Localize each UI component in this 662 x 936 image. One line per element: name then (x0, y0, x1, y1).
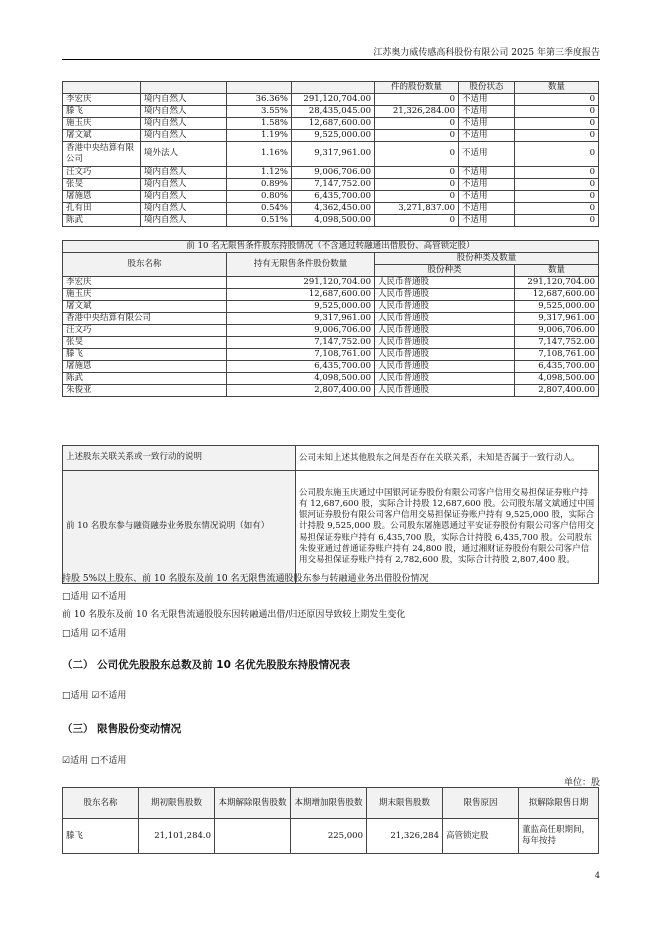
section2-title: （二） 公司优先股股东总数及前 10 名优先股股东持股情况表 (62, 659, 351, 671)
restricted-row (63, 819, 599, 854)
restricted-shares: 0 (375, 191, 459, 203)
unrestricted-holder-name: 朱俊亚 (63, 385, 227, 397)
share-qty: 9,317,961.00 (515, 313, 599, 325)
shareholding-pct: 1.16% (227, 142, 292, 167)
shareholder-row (63, 142, 599, 167)
restricted-reason: 高管锁定股 (443, 819, 519, 854)
section3-title: （三） 限售股份变动情况 (62, 723, 182, 735)
pledge-qty: 0 (515, 167, 599, 179)
restricted-shares-table (62, 787, 599, 854)
pledge-status: 不适用 (459, 106, 515, 118)
shareholder-row (63, 203, 599, 215)
pledge-status: 不适用 (459, 215, 515, 227)
shareholder-row (63, 191, 599, 203)
pledge-status: 不适用 (459, 118, 515, 130)
unrestricted-row (63, 277, 599, 289)
unrestricted-holder-name: 陈武 (63, 373, 227, 385)
restricted-shares: 0 (375, 130, 459, 142)
shareholding-pct: 1.19% (227, 130, 292, 142)
restricted-holder-name: 滕飞 (63, 819, 139, 854)
shares-held: 291,120,704.00 (292, 94, 375, 106)
table-header-row (63, 82, 599, 94)
restricted-shares: 0 (375, 118, 459, 130)
unrestricted-holder-name: 汪文巧 (63, 325, 227, 337)
pledge-status: 不适用 (459, 94, 515, 106)
section-title-row (63, 241, 599, 253)
shares-held: 28,435,045.00 (292, 106, 375, 118)
shareholding-pct: 0.80% (227, 191, 292, 203)
shareholder-name: 陈武 (63, 215, 141, 227)
share-qty: 291,120,704.00 (515, 277, 599, 289)
notes-table (62, 445, 599, 584)
shareholder-name: 汪文巧 (63, 167, 141, 179)
share-kind: 人民币普通股 (375, 277, 515, 289)
unrestricted-holder-name: 香港中央结算有限公司 (63, 313, 227, 325)
shares-held: 9,317,961.00 (292, 142, 375, 167)
restricted-header-cell: 期末限售股数 (367, 788, 443, 819)
shareholder-row (63, 179, 599, 191)
restricted-shares: 3,271,837.00 (375, 203, 459, 215)
pledge-status: 不适用 (459, 203, 515, 215)
shares-held: 6,435,700.00 (292, 191, 375, 203)
restricted-header-row (63, 788, 599, 819)
restricted-header-cell: 股东名称 (63, 788, 139, 819)
restricted-shares: 0 (375, 94, 459, 106)
shareholder-nature: 境内自然人 (141, 191, 227, 203)
shares-held: 9,006,706.00 (292, 167, 375, 179)
pledge-qty: 0 (515, 106, 599, 118)
shareholding-pct: 0.89% (227, 179, 292, 191)
unit-label: 单位：股 (563, 778, 600, 788)
share-kind: 人民币普通股 (375, 289, 515, 301)
related-parties-row (63, 446, 599, 471)
header-cell: 数量 (515, 82, 599, 94)
shareholding-pct: 0.54% (227, 203, 292, 215)
restricted-shares: 0 (375, 215, 459, 227)
unrestricted-row (63, 349, 599, 361)
header-cell: 股份状态 (459, 82, 515, 94)
note-lending-option: □适用 ☑不适用 (62, 592, 127, 602)
margin-trading-row (63, 471, 599, 584)
shareholder-nature: 境内自然人 (141, 167, 227, 179)
pledge-status: 不适用 (459, 179, 515, 191)
share-qty: 12,687,600.00 (515, 289, 599, 301)
restricted-added: 225,000 (291, 819, 367, 854)
shares-held: 12,687,600.00 (292, 118, 375, 130)
top10-title: 前 10 名无限售条件股东持股情况（不含通过转融通出借股份、高管锁定股） (63, 241, 599, 253)
unrestricted-shares: 291,120,704.00 (227, 277, 375, 289)
unrestricted-shares: 4,098,500.00 (227, 373, 375, 385)
unrestricted-shares: 2,807,400.00 (227, 385, 375, 397)
shareholding-pct: 0.51% (227, 215, 292, 227)
shareholder-nature: 境内自然人 (141, 106, 227, 118)
col-name-header: 股东名称 (63, 253, 227, 277)
unrestricted-holder-name: 张旻 (63, 337, 227, 349)
unrestricted-row (63, 301, 599, 313)
shareholder-row (63, 106, 599, 118)
shares-held: 4,098,500.00 (292, 215, 375, 227)
restricted-released (215, 819, 291, 854)
restricted-shares: 0 (375, 167, 459, 179)
unrestricted-row (63, 361, 599, 373)
shareholder-name: 屠施恩 (63, 191, 141, 203)
share-kind: 人民币普通股 (375, 325, 515, 337)
share-qty: 9,525,000.00 (515, 301, 599, 313)
restricted-begin: 21,101,284.0 (139, 819, 215, 854)
section3-option: ☑适用 □不适用 (62, 756, 127, 766)
shareholder-name: 李宏庆 (63, 94, 141, 106)
shares-held: 7,147,752.00 (292, 179, 375, 191)
restricted-header-cell: 期初限售股数 (139, 788, 215, 819)
shareholding-pct: 1.58% (227, 118, 292, 130)
unrestricted-row (63, 325, 599, 337)
restricted-header-cell: 本期解除限售股数 (215, 788, 291, 819)
shareholder-nature: 境外法人 (141, 142, 227, 167)
shareholder-row (63, 94, 599, 106)
related-parties-label: 上述股东关联关系或一致行动的说明 (63, 446, 296, 471)
unrestricted-shares: 7,147,752.00 (227, 337, 375, 349)
unrestricted-row (63, 385, 599, 397)
shareholders-table (62, 81, 599, 227)
shareholder-row (63, 130, 599, 142)
unrestricted-row (63, 289, 599, 301)
share-qty: 7,108,761.00 (515, 349, 599, 361)
pledge-qty: 0 (515, 118, 599, 130)
unrestricted-shares: 9,006,706.00 (227, 325, 375, 337)
shareholder-name: 滕飞 (63, 106, 141, 118)
restricted-shares: 21,326,284.00 (375, 106, 459, 118)
shareholder-name: 屠文斌 (63, 130, 141, 142)
unrestricted-shares: 7,108,761.00 (227, 349, 375, 361)
shareholder-name: 孔有田 (63, 203, 141, 215)
restricted-header-cell: 本期增加限售股数 (291, 788, 367, 819)
pledge-status: 不适用 (459, 191, 515, 203)
shareholder-row (63, 215, 599, 227)
note-change-option: □适用 ☑不适用 (62, 629, 127, 639)
pledge-qty: 0 (515, 94, 599, 106)
pledge-status: 不适用 (459, 130, 515, 142)
unrestricted-row (63, 313, 599, 325)
unrestricted-shareholders-table (62, 240, 599, 397)
pledge-qty: 0 (515, 203, 599, 215)
share-qty: 6,435,700.00 (515, 361, 599, 373)
unrestricted-row (63, 337, 599, 349)
margin-trading-text: 公司股东施玉庆通过中国银河证券股份有限公司客户信用交易担保证券账户持有 12,687,600 股，实际合计持股 12,687,600 股。公司股东屠文斌通过中国银河证券股份有限公司客户信用交易担保证券账户持有 9,525,000 股，实际合计持股 9,525,000 股。公司股东屠施恩通过平安证券股份有限公司客户信用交易担保证券账户持有 6,435,700 股，实际合计持股 6,435,700 股。公司股东朱俊亚通过普通证券账户持有 24,800 股，通过湘财证券股份有限公司客户信用交易担保证券账户持有 2,782,600 股，实际合计持股 2,807,400 股。 (296, 471, 599, 584)
note-lending-text: 持股 5%以上股东、前 10 名股东及前 10 名无限售流通股股东参与转融通业务出借股份情况 (62, 574, 429, 584)
shareholder-nature: 境内自然人 (141, 215, 227, 227)
margin-trading-label: 前 10 名股东参与融资融券业务股东情况说明（如有） (63, 471, 296, 584)
shares-held: 9,525,000.00 (292, 130, 375, 142)
unrestricted-holder-name: 屠文斌 (63, 301, 227, 313)
shareholding-pct: 36.36% (227, 94, 292, 106)
unrestricted-shares: 9,525,000.00 (227, 301, 375, 313)
shareholder-row (63, 167, 599, 179)
pledge-qty: 0 (515, 191, 599, 203)
col-shares-header: 持有无限售条件股份数量 (227, 253, 375, 277)
pledge-status: 不适用 (459, 142, 515, 167)
col-qty-header: 数量 (515, 265, 599, 277)
share-kind: 人民币普通股 (375, 301, 515, 313)
restricted-end: 21,326,284 (367, 819, 443, 854)
shareholder-name: 施玉庆 (63, 118, 141, 130)
unrestricted-shares: 9,317,961.00 (227, 313, 375, 325)
related-parties-text: 公司未知上述其他股东之间是否存在关联关系，未知是否属于一致行动人。 (296, 446, 599, 471)
share-kind: 人民币普通股 (375, 349, 515, 361)
shareholder-nature: 境内自然人 (141, 94, 227, 106)
restricted-release-date: 董监高任职期间，每年按持 (519, 819, 599, 854)
note-change-text: 前 10 名股东及前 10 名无限售流通股股东因转融通出借/归还原因导致较上期发生变化 (62, 610, 406, 620)
pledge-status: 不适用 (459, 167, 515, 179)
pledge-qty: 0 (515, 179, 599, 191)
header-divider (62, 59, 600, 60)
col-kind-group-header: 股份种类及数量 (375, 253, 599, 265)
unrestricted-shares: 6,435,700.00 (227, 361, 375, 373)
restricted-shares: 0 (375, 142, 459, 167)
unrestricted-holder-name: 滕飞 (63, 349, 227, 361)
shareholding-pct: 1.12% (227, 167, 292, 179)
pledge-qty: 0 (515, 130, 599, 142)
report-header-title: 江苏奥力威传感高科股份有限公司 2025 年第三季度报告 (373, 48, 600, 58)
share-kind: 人民币普通股 (375, 337, 515, 349)
restricted-shares: 0 (375, 179, 459, 191)
section2-option: □适用 ☑不适用 (62, 691, 127, 701)
share-qty: 7,147,752.00 (515, 337, 599, 349)
unrestricted-row (63, 373, 599, 385)
unrestricted-holder-name: 施玉庆 (63, 289, 227, 301)
shareholder-name: 张旻 (63, 179, 141, 191)
shareholder-name: 香港中央结算有限公司 (63, 142, 141, 167)
share-qty: 9,006,706.00 (515, 325, 599, 337)
shareholder-nature: 境内自然人 (141, 179, 227, 191)
shares-held: 4,362,450.00 (292, 203, 375, 215)
share-qty: 4,098,500.00 (515, 373, 599, 385)
shareholder-row (63, 118, 599, 130)
col-kind-header: 股份种类 (375, 265, 515, 277)
share-kind: 人民币普通股 (375, 313, 515, 325)
shareholding-pct: 3.55% (227, 106, 292, 118)
shareholder-nature: 境内自然人 (141, 118, 227, 130)
share-kind: 人民币普通股 (375, 385, 515, 397)
share-qty: 2,807,400.00 (515, 385, 599, 397)
page-number: 4 (594, 871, 600, 880)
share-kind: 人民币普通股 (375, 373, 515, 385)
pledge-qty: 0 (515, 142, 599, 167)
pledge-qty: 0 (515, 215, 599, 227)
restricted-header-cell: 拟解除限售日期 (519, 788, 599, 819)
shareholder-nature: 境内自然人 (141, 130, 227, 142)
unrestricted-shares: 12,687,600.00 (227, 289, 375, 301)
header-cell: 件的股份数量 (375, 82, 459, 94)
unrestricted-holder-name: 屠施恩 (63, 361, 227, 373)
shareholder-nature: 境内自然人 (141, 203, 227, 215)
restricted-header-cell: 限售原因 (443, 788, 519, 819)
column-header-row (63, 253, 599, 265)
share-kind: 人民币普通股 (375, 361, 515, 373)
unrestricted-holder-name: 李宏庆 (63, 277, 227, 289)
